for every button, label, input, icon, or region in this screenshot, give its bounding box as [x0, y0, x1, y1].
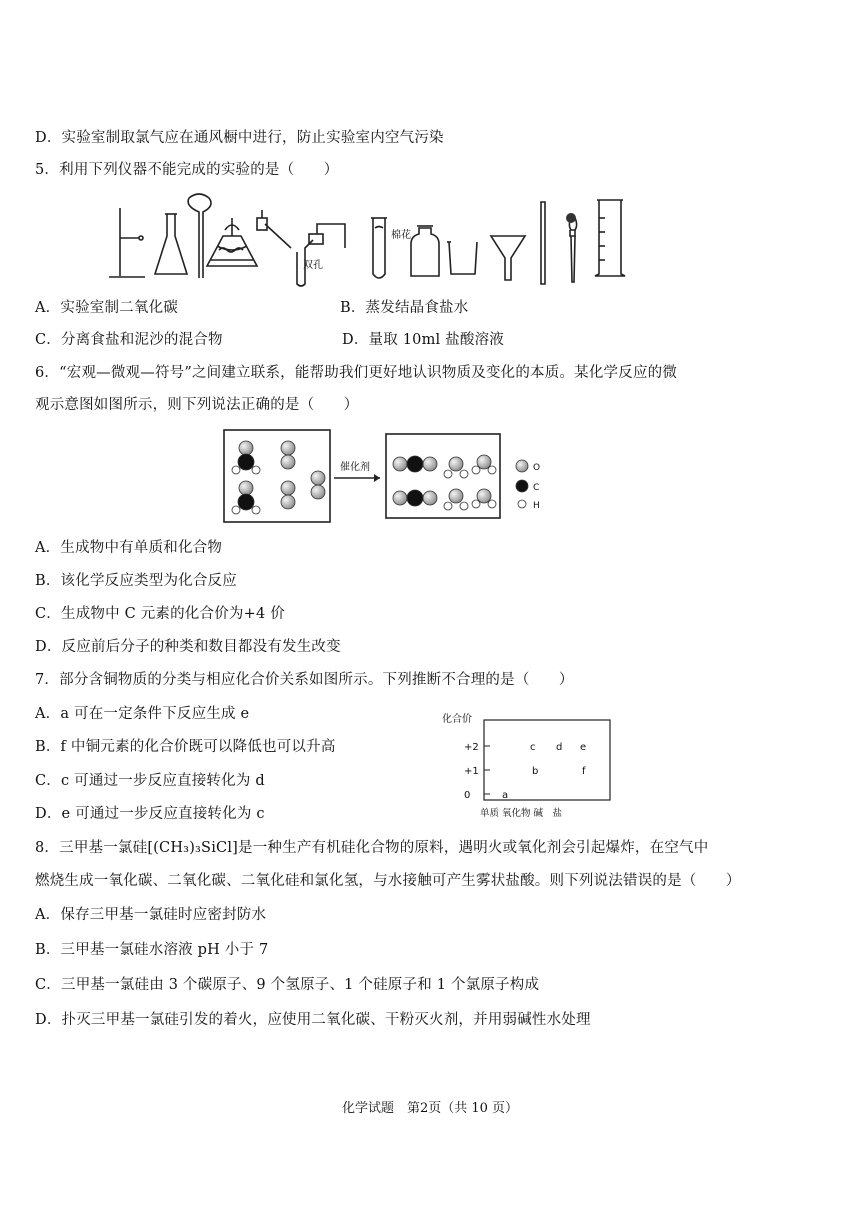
double-hole-stopper-icon [297, 224, 345, 286]
hydrogen-atom-icon [518, 500, 526, 508]
chart-point-c: c [530, 742, 536, 753]
q7-option-b: B．f 中铜元素的化合价既可以降低也可以升高 [35, 739, 336, 755]
q5-option-a: A．实验室制二氧化碳 [35, 300, 178, 316]
q8-stem-line2: 燃烧生成一氧化碳、二氧化碳、二氧化硅和氯化氢，与水接触可产生雾状盐酸。则下列说法错误的是（ ） [35, 873, 741, 889]
apparatus-figure [105, 188, 635, 288]
chart-frame [484, 720, 610, 800]
q6-option-a: A．生成物中有单质和化合物 [35, 540, 223, 556]
catalyst-label: 催化剂 [340, 462, 370, 473]
q7-option-c: C．c 可通过一步反应直接转化为 d [35, 773, 265, 789]
chart-point-d: d [556, 742, 563, 753]
q8-stem-line1: 8．三甲基一氯硅[(CH₃)₃SiCl]是一种生产有机硅化合物的原料，遇明火或氧化剂会引起爆炸，在空气中 [35, 840, 709, 856]
chart-point-f: f [582, 766, 586, 777]
q6-option-d: D．反应前后分子的种类和数目都没有发生改变 [35, 639, 341, 655]
funnel-icon [491, 236, 525, 280]
q7-option-a: A．a 可在一定条件下反应生成 e [35, 706, 250, 722]
page-footer: 化学试题 第2页（共 10 页） [341, 1101, 519, 1116]
test-tube-icon [371, 218, 387, 278]
chart-y-tick: +1 [464, 766, 479, 777]
carbon-atom-icon [516, 480, 528, 492]
reaction-legend [516, 460, 528, 508]
legend-o: O [533, 463, 541, 473]
q5-stem: 5．利用下列仪器不能完成的实验的是（ ） [35, 162, 339, 178]
q6-stem-line1: 6．“宏观—微观—符号”之间建立联系，能帮助我们更好地认识物质及变化的本质。某化学反应的微 [35, 365, 678, 381]
glass-rod-icon [541, 202, 545, 284]
q8-option-b: B．三甲基一氯硅水溶液 pH 小于 7 [35, 942, 269, 958]
q5-option-b: B．蒸发结晶食盐水 [340, 300, 469, 316]
copper-valence-chart [440, 710, 630, 822]
q5-option-c: C．分离食盐和泥沙的混合物 [35, 332, 223, 348]
dropper-icon [569, 214, 576, 282]
chart-y-tick: 0 [464, 790, 471, 801]
cotton-label: 棉花 [391, 230, 411, 241]
q4-option-d: D．实验室制取氯气应在通风橱中进行，防止实验室内空气污染 [35, 130, 444, 146]
gas-bottle-icon [411, 226, 439, 276]
double-hole-label: 双孔 [303, 260, 323, 271]
chart-y-title: 化合价 [442, 714, 472, 725]
q6-option-b: B．该化学反应类型为化合反应 [35, 573, 237, 589]
q8-option-a: A．保存三甲基一氯硅时应密封防水 [35, 907, 267, 923]
chart-point-b: b [532, 766, 539, 777]
beaker-icon [447, 242, 477, 274]
chart-point-e: e [580, 742, 587, 753]
rubber-stopper-tube-icon [257, 210, 291, 248]
q6-stem-line2: 观示意图如图所示，则下列说法正确的是（ ） [35, 397, 359, 413]
iron-stand-icon [109, 208, 145, 277]
chart-y-tick: +2 [464, 742, 479, 753]
q7-option-d: D．e 可通过一步反应直接转化为 c [35, 806, 265, 822]
q6-option-c: C．生成物中 C 元素的化合价为+4 价 [35, 606, 285, 622]
q8-option-d: D．扑灭三甲基一氯硅引发的着火，应使用二氧化碳、干粉灭火剂，并用弱碱性水处理 [35, 1012, 591, 1028]
chart-point-a: a [502, 790, 509, 801]
conical-flask-icon [155, 214, 187, 274]
legend-h: H [533, 501, 540, 511]
q5-option-d: D．量取 10ml 盐酸溶液 [342, 332, 504, 348]
reaction-diagram [222, 426, 552, 526]
q7-stem: 7．部分含铜物质的分类与相应化合价关系如图所示。下列推断不合理的是（ ） [35, 672, 574, 688]
graduated-cylinder-icon [595, 200, 625, 276]
product-box [386, 434, 500, 518]
oxygen-atom-icon [516, 460, 528, 472]
evaporating-dish-setup-icon [207, 218, 257, 266]
chart-x-title: 单质 氧化物 碱 盐 [480, 808, 563, 819]
legend-c: C [533, 483, 540, 493]
q8-option-c: C．三甲基一氯硅由 3 个碳原子、9 个氢原子、1 个硅原子和 1 个氯原子构成 [35, 977, 540, 993]
